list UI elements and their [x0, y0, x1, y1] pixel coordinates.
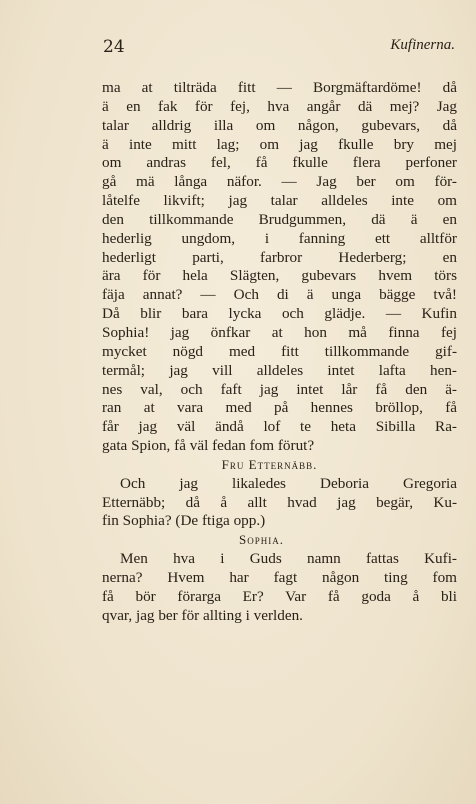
text-line: ära för hela Slägten, gubevars hvem törs	[102, 267, 457, 285]
text-line: få bör förarga Er? Var få goda å bli	[102, 587, 457, 605]
text-line: Sophia! jag önfkar at hon må finna fej	[102, 323, 457, 341]
text-line: hederligt parti, farbror Hederberg; en	[102, 248, 457, 266]
page-header	[103, 37, 455, 59]
text-line: nes val, och faft jag intet lår få den ä-	[102, 380, 457, 398]
text-line: fin Sophia? (De ftiga opp.)	[102, 512, 266, 530]
text-line: gå mä långa näfor. — Jag ber om för-	[102, 173, 457, 191]
main-text	[102, 79, 457, 625]
page-number: 24	[103, 37, 125, 57]
text-line: nerna? Hvem har fagt någon ting fom	[102, 568, 457, 586]
text-line: Etternäbb; då å allt hvad jag begär, Ku-	[102, 493, 457, 511]
text-line: termål; jag vill alldeles intet lafta hen-	[102, 361, 457, 379]
text-line: Då blir bara lycka och glädje. — Kufin	[102, 305, 457, 323]
text-line: mycket nögd med fitt tillkommande gif-	[102, 342, 457, 360]
speaker-name: Fru Etternäbb.	[221, 456, 318, 472]
text-line: hederlig ungdom, i fanning ett alltför	[102, 229, 457, 247]
text-line: fäja annat? — Och di ä unga bägge två!	[102, 286, 457, 304]
running-title: Kufinerna.	[390, 37, 455, 53]
text-line: ä inte mitt lag; om jag fkulle bry mej	[102, 135, 457, 153]
text-line: gata Spion, få väl fedan fom förut?	[102, 437, 315, 455]
text-line: qvar, jag ber för allting i verlden.	[102, 606, 303, 624]
text-line: den tillkommande Brudgummen, dä ä en	[102, 210, 457, 228]
text-line: ä en fak för fej, hva angår dä mej? Jag	[102, 97, 457, 115]
text-line: Men hva i Guds namn fattas Kufi-	[120, 550, 457, 568]
text-line: får jag väl ändå lof te heta Sibilla Ra-	[102, 418, 457, 436]
text-line: Och jag likaledes Deboria Gregoria	[120, 474, 457, 492]
text-line: talar alldrig illa om någon, gubevars, då	[102, 116, 457, 134]
text-line: låtelfe likvift; jag talar alldeles inte om	[102, 192, 457, 210]
text-line: om andras fel, få fkulle flera perfoner	[102, 154, 457, 172]
speaker-name: Sophia.	[239, 532, 284, 548]
text-line: ran at vara med på hennes bröllop, få	[102, 399, 457, 417]
text-line: ma at tilträda fitt — Borgmäftardöme! då	[102, 79, 457, 96]
